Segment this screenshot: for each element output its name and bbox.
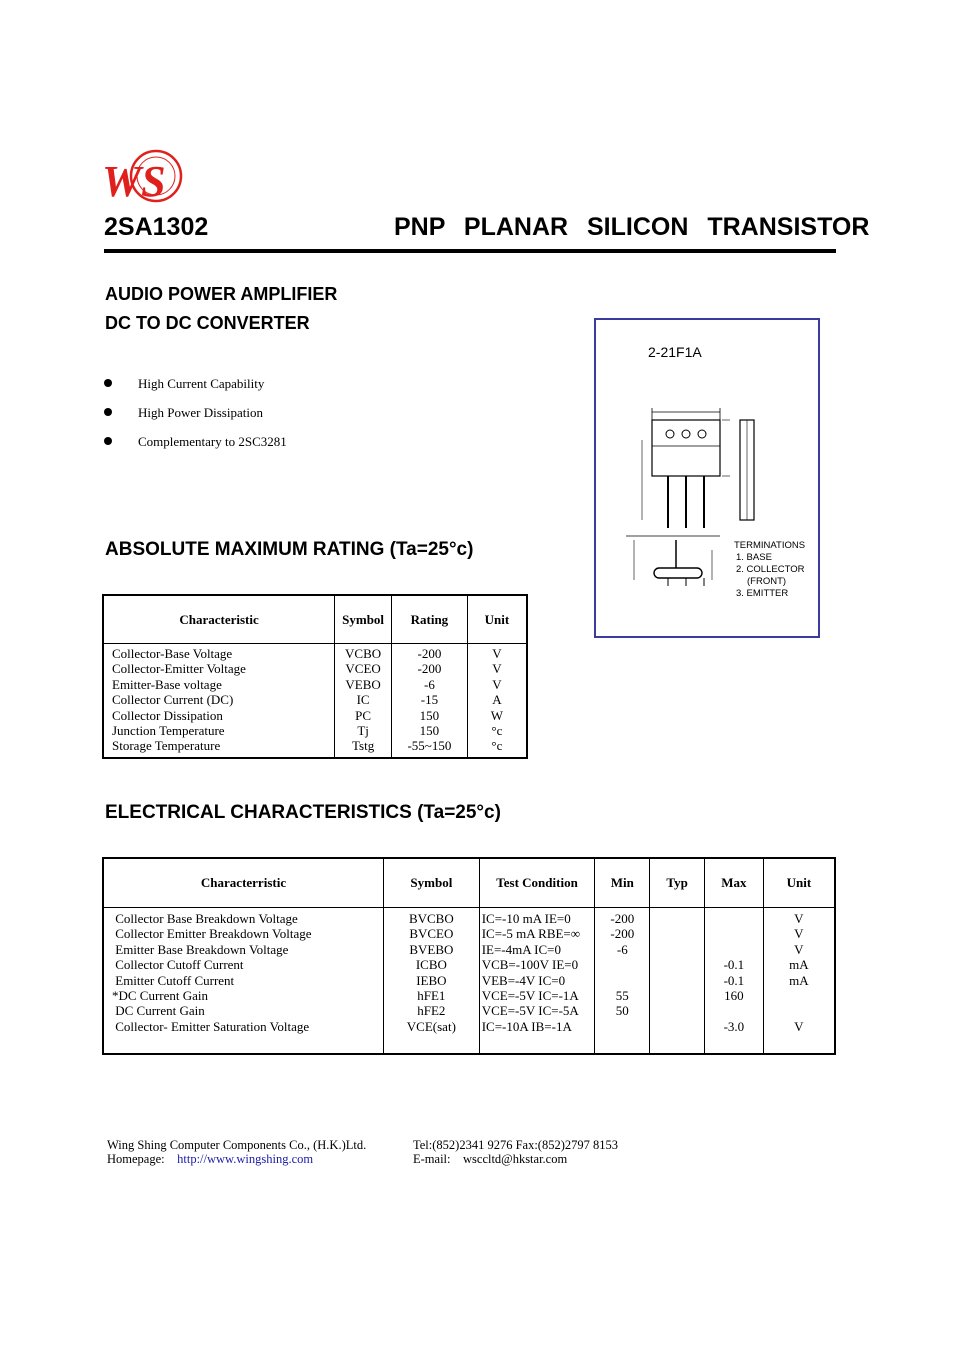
table-cell: IC=-10 mA IE=0 [479, 908, 595, 927]
table-cell: V [763, 926, 835, 941]
column-header: Typ [650, 858, 705, 908]
table-cell: VCB=-100V IE=0 [479, 957, 595, 972]
table-cell [650, 926, 705, 941]
table-cell: Collector Emitter Breakdown Voltage [112, 926, 312, 942]
table-cell: V [763, 1019, 835, 1054]
table-cell: Emitter Base Breakdown Voltage [112, 941, 289, 957]
table-cell [595, 973, 650, 988]
footer-homepage [107, 1152, 313, 1166]
table-cell [763, 988, 835, 1003]
table-row [103, 988, 835, 1003]
table-cell [650, 988, 705, 1003]
abs-max-heading: ABSOLUTE MAXIMUM RATING (Ta=25°c) [105, 539, 474, 560]
table-cell: Collector Cutoff Current [112, 957, 244, 973]
table-cell [650, 1003, 705, 1018]
table-row: Emitter-Base voltage VEBO -6 V [103, 677, 527, 692]
company-logo [100, 146, 190, 210]
application-2: DC TO DC CONVERTER [105, 313, 310, 333]
column-header: Characterristic [103, 858, 384, 908]
email-label: E-mail: [413, 1152, 451, 1166]
table-cell: Collector Base Breakdown Voltage [112, 911, 298, 926]
table-cell: IC=-5 mA RBE=∞ [479, 926, 595, 941]
column-header: Symbol [384, 858, 480, 908]
homepage-link[interactable]: http://www.wingshing.com [177, 1152, 314, 1166]
table-cell [650, 957, 705, 972]
table-cell [650, 1019, 705, 1054]
part-number: 2SA1302 [104, 213, 209, 241]
table-header-row [103, 858, 835, 908]
table-cell: -3.0 [704, 1019, 763, 1054]
feature-item: High Power Dissipation [104, 404, 287, 433]
application-1: AUDIO POWER AMPLIFIER [105, 284, 338, 304]
footer-email [413, 1152, 567, 1166]
table-row [103, 1003, 835, 1018]
table-cell [704, 926, 763, 941]
table-cell: V [763, 942, 835, 957]
table-cell: -6 [595, 942, 650, 957]
abs-max-table [102, 594, 528, 759]
document-title: PNP PLANAR SILICON TRANSISTOR [394, 213, 870, 241]
electrical-characteristics-heading: ELECTRICAL CHARACTERISTICS (Ta=25°c) [105, 802, 501, 823]
column-header: Unit [763, 858, 835, 908]
package-drawing [612, 400, 812, 615]
table-cell [595, 1019, 650, 1054]
column-header: Min [595, 858, 650, 908]
table-row [103, 973, 835, 988]
table-row [103, 926, 835, 941]
table-cell: VCE=-5V IC=-1A [479, 988, 595, 1003]
column-header: Max [704, 858, 763, 908]
table-cell [650, 942, 705, 957]
table-cell: BVCBO [384, 908, 480, 927]
table-cell: VCE=-5V IC=-5A [479, 1003, 595, 1018]
table-cell: -200 [595, 908, 650, 927]
table-cell: IC=-10A IB=-1A [479, 1019, 595, 1054]
table-cell [650, 973, 705, 988]
logo-text: WS [102, 157, 166, 206]
table-cell: mA [763, 973, 835, 988]
table-cell: IEBO [384, 973, 480, 988]
table-cell: -0.1 [704, 973, 763, 988]
bullet-icon [104, 437, 112, 445]
termination-item: 2. COLLECTOR [736, 564, 805, 575]
table-cell: VEB=-4V IC=0 [479, 973, 595, 988]
termination-item: 3. EMITTER [736, 588, 789, 599]
column-header: Test Condition [479, 858, 595, 908]
electrical-characteristics-table [102, 857, 836, 1055]
table-cell [704, 908, 763, 927]
column-header: Characteristic [103, 595, 335, 644]
feature-item: High Current Capability [104, 375, 287, 404]
table-cell: ICBO [384, 957, 480, 972]
table-cell [704, 942, 763, 957]
table-row: Collector-Emitter Voltage VCEO -200 V [103, 661, 527, 676]
table-cell: BVEBO [384, 942, 480, 957]
table-cell: IE=-4mA IC=0 [479, 942, 595, 957]
table-row: Collector Dissipation PC 150 W [103, 708, 527, 723]
table-cell [595, 957, 650, 972]
table-cell: hFE2 [384, 1003, 480, 1018]
table-cell: -200 [595, 926, 650, 941]
table-cell: 160 [704, 988, 763, 1003]
table-header-row [103, 595, 527, 644]
table-cell: mA [763, 957, 835, 972]
table-cell: Collector- Emitter Saturation Voltage [112, 1018, 310, 1034]
feature-list [104, 375, 287, 462]
homepage-label: Homepage: [107, 1152, 165, 1166]
table-cell: VCE(sat) [384, 1019, 480, 1054]
table-row: Collector Current (DC) IC -15 A [103, 692, 527, 707]
table-row [103, 942, 835, 957]
column-header: Unit [467, 595, 527, 644]
table-cell: *DC Current Gain [112, 988, 209, 1004]
table-row: Storage Temperature Tstg -55~150 °c [103, 738, 527, 757]
table-cell: 55 [595, 988, 650, 1003]
footer-company: Wing Shing Computer Components Co., (H.K.)Ltd. [107, 1138, 367, 1152]
feature-item: Complementary to 2SC3281 [104, 433, 287, 462]
table-row [103, 908, 835, 927]
bullet-icon [104, 408, 112, 416]
table-cell: DC Current Gain [112, 1003, 205, 1019]
table-cell: Emitter Cutoff Current [112, 972, 235, 988]
electrical-table-body [103, 908, 835, 1055]
bullet-icon [104, 379, 112, 387]
termination-item: (FRONT) [747, 576, 787, 587]
column-header: Symbol [335, 595, 392, 644]
table-cell [763, 1003, 835, 1018]
termination-item: 1. BASE [736, 552, 772, 563]
table-cell [650, 908, 705, 927]
table-cell: -0.1 [704, 957, 763, 972]
table-row: Junction Temperature Tj 150 °c [103, 723, 527, 738]
table-row [103, 957, 835, 972]
email-address[interactable]: wsccltd@hkstar.com [463, 1152, 568, 1166]
column-header: Rating [392, 595, 468, 644]
terminations-title: TERMINATIONS [734, 540, 806, 551]
table-cell: 50 [595, 1003, 650, 1018]
table-cell [704, 1003, 763, 1018]
footer-tel-fax: Tel:(852)2341 9276 Fax:(852)2797 8153 [413, 1138, 619, 1152]
table-cell: hFE1 [384, 988, 480, 1003]
header-divider [104, 249, 836, 253]
table-cell: V [763, 908, 835, 927]
table-row [103, 1019, 835, 1054]
table-cell: BVCEO [384, 926, 480, 941]
package-name: 2-21F1A [648, 344, 702, 360]
table-row: Collector-Base Voltage VCBO -200 V [103, 644, 527, 662]
